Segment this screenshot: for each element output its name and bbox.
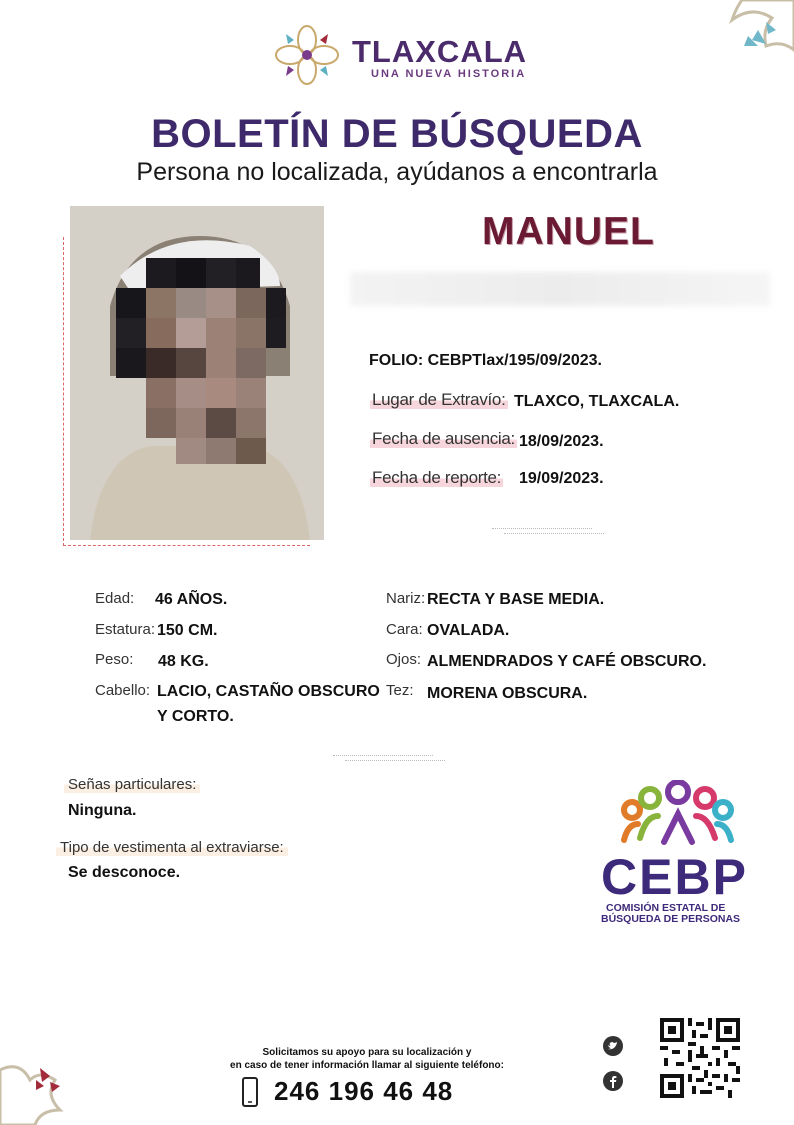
footer-line2: en caso de tener información llamar al siguiente teléfono: xyxy=(230,1060,504,1071)
clothing-label: Tipo de vestimenta al extraviarse: xyxy=(56,839,288,856)
logo-title: TLAXCALA xyxy=(352,34,528,69)
weight-value: 48 KG. xyxy=(158,653,209,670)
age-label: Edad: xyxy=(95,590,135,607)
divider xyxy=(504,533,604,535)
report-label-wrap xyxy=(370,468,503,488)
cebp-people-logo-icon xyxy=(620,780,735,850)
clothing-value: Se desconoce. xyxy=(68,864,181,881)
report-value: 19/09/2023. xyxy=(519,470,604,487)
flower-logo-icon xyxy=(272,22,342,88)
place-label-wrap xyxy=(370,390,508,410)
clothing-label-wrap xyxy=(56,839,288,856)
person-photo xyxy=(70,206,324,540)
twitter-icon[interactable] xyxy=(603,1036,623,1056)
height-value: 150 CM. xyxy=(157,622,218,639)
skin-value: MORENA OBSCURA. xyxy=(427,685,588,702)
phone-number[interactable]: 246 196 46 48 xyxy=(274,1076,454,1106)
absence-label-wrap xyxy=(370,429,517,449)
divider xyxy=(492,528,592,530)
cebp-acronym: CEBP xyxy=(601,849,748,905)
marks-label-wrap xyxy=(64,776,200,793)
weight-label: Peso: xyxy=(95,651,134,668)
place-label: Lugar de Extravío: xyxy=(372,390,506,409)
absence-value: 18/09/2023. xyxy=(519,433,604,450)
bulletin-title: BOLETÍN DE BÚSQUEDA xyxy=(151,112,643,156)
bulletin-subtitle: Persona no localizada, ayúdanos a encontrarla xyxy=(136,158,658,186)
eyes-label: Ojos: xyxy=(386,651,422,668)
absence-label: Fecha de ausencia: xyxy=(372,429,515,448)
place-value: TLAXCO, TLAXCALA. xyxy=(514,393,680,410)
face-label: Cara: xyxy=(386,621,423,638)
height-label: Estatura: xyxy=(95,621,156,638)
divider xyxy=(345,760,445,762)
nose-value: RECTA Y BASE MEDIA. xyxy=(427,591,605,608)
logo-subtitle: UNA NUEVA HISTORIA xyxy=(371,68,527,80)
eyes-value: ALMENDRADOS Y CAFÉ OBSCURO. xyxy=(427,653,707,670)
phone-icon xyxy=(240,1076,260,1108)
nose-label: Nariz: xyxy=(386,590,426,607)
hair-value-line1: LACIO, CASTAÑO OBSCURO xyxy=(157,683,380,700)
report-label: Fecha de reporte: xyxy=(372,468,502,487)
hair-label: Cabello: xyxy=(95,682,151,699)
footer-line1: Solicitamos su apoyo para su localización y xyxy=(262,1047,472,1058)
pixelated-face xyxy=(70,206,324,540)
corner-ornament-top-right xyxy=(722,0,794,68)
redacted-surname xyxy=(350,272,770,306)
divider xyxy=(333,755,433,757)
cebp-name-line2: BÚSQUEDA DE PERSONAS xyxy=(601,913,741,925)
person-name: MANUEL xyxy=(482,210,655,253)
face-value: OVALADA. xyxy=(427,622,510,639)
marks-value: Ninguna. xyxy=(68,802,137,819)
hair-value-line2: Y CORTO. xyxy=(157,708,234,725)
folio: FOLIO: CEBPTlax/195/09/2023. xyxy=(369,352,602,369)
age-value: 46 AÑOS. xyxy=(155,591,228,608)
skin-label: Tez: xyxy=(386,682,414,699)
facebook-icon[interactable] xyxy=(603,1071,623,1091)
qr-code[interactable] xyxy=(660,1017,740,1099)
marks-label: Señas particulares: xyxy=(64,776,200,793)
cebp-name-line1: COMISIÓN ESTATAL DE xyxy=(606,902,726,914)
